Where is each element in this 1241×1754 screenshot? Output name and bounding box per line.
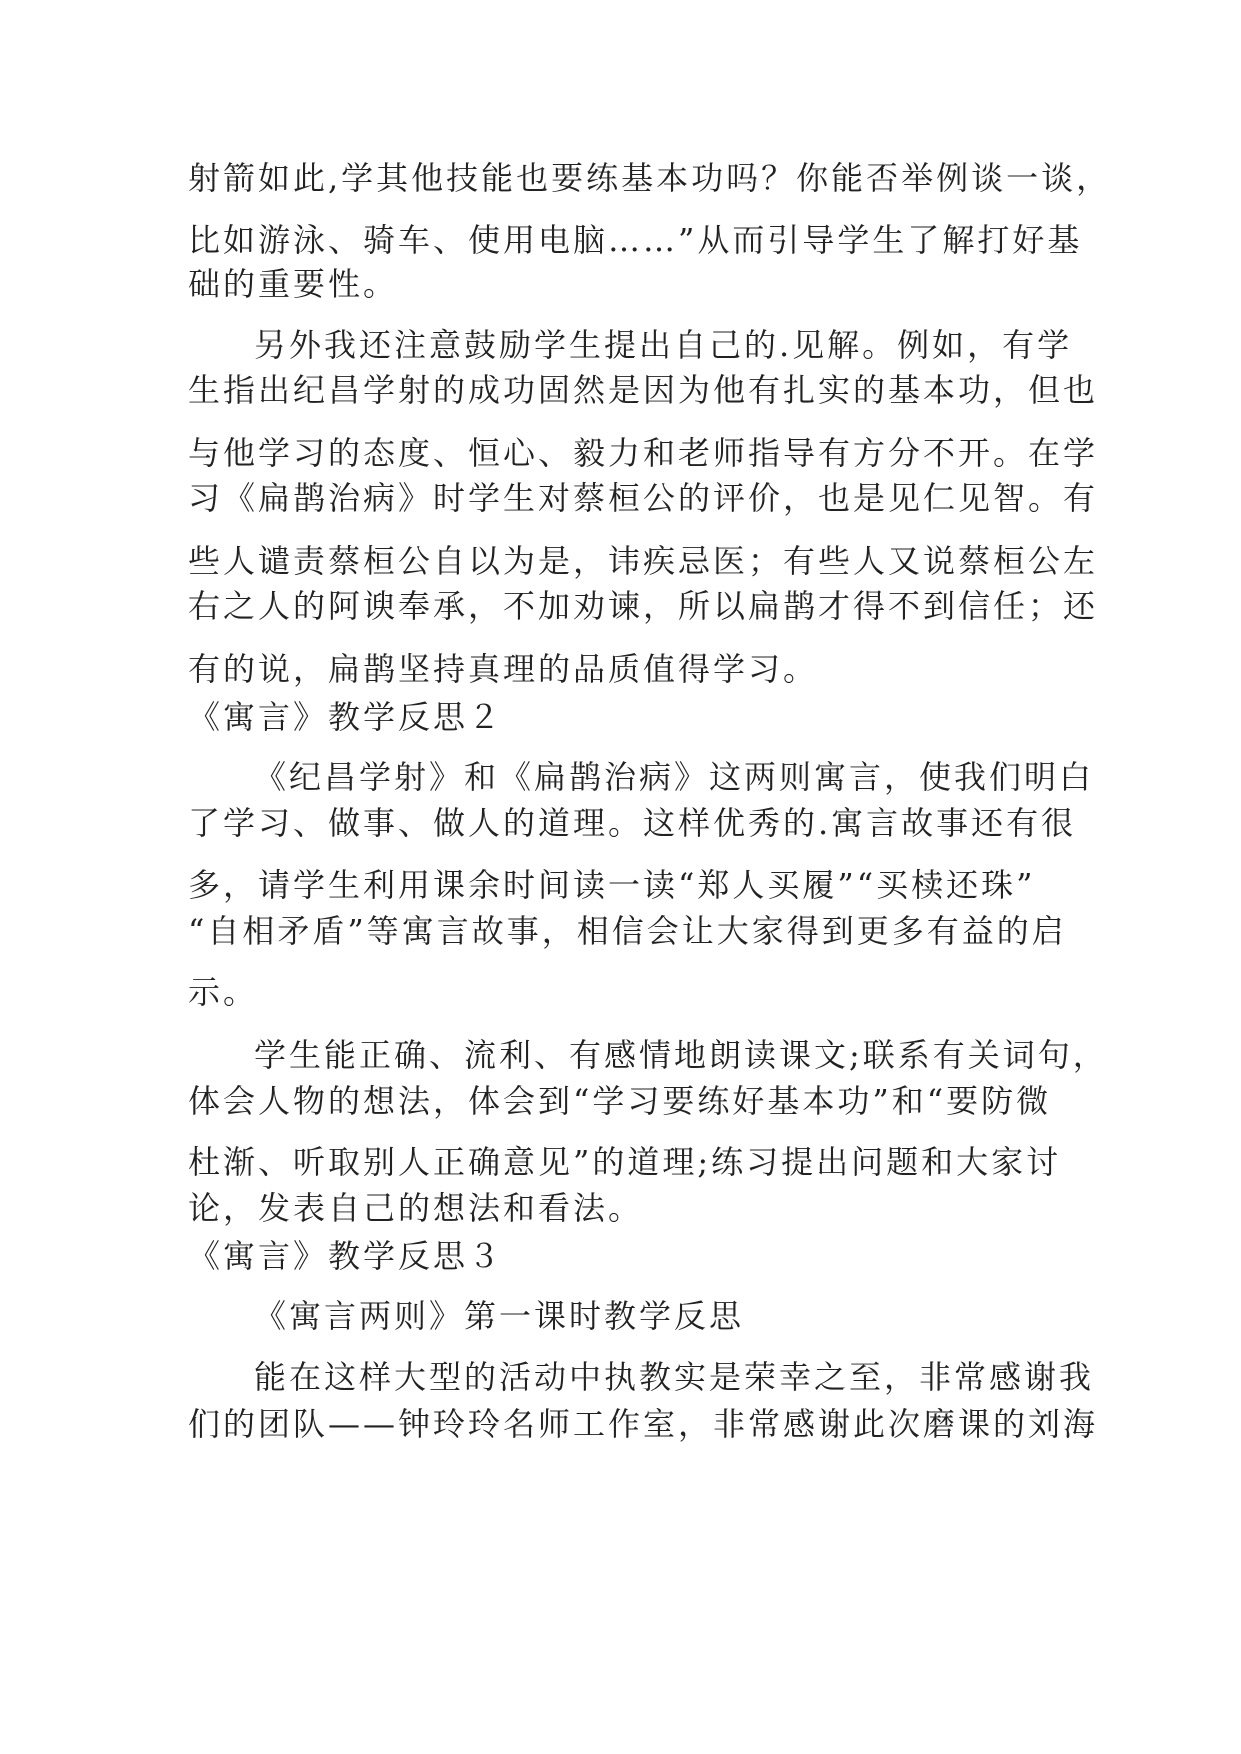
text-line: “自相矛盾”等寓言故事，相信会让大家得到更多有益的启: [188, 912, 1067, 950]
text-line: 示。: [188, 973, 259, 1011]
text-line: 了学习、做事、做人的道理。这样优秀的.寓言故事还有很: [188, 804, 1077, 842]
text-line: 另外我还注意鼓励学生提出自己的.见解。例如，有学: [254, 326, 1073, 364]
text-line: 《纪昌学射》和《扁鹊治病》这两则寓言，使我们明白: [254, 758, 1095, 796]
section-heading: 《寓言》教学反思３: [188, 1237, 504, 1275]
text-line: 比如游泳、骑车、使用电脑……”从而引导学生了解打好基: [188, 221, 1083, 259]
text-line: 多，请学生利用课余时间读一读“郑人买履”“买椟还珠”: [188, 866, 1036, 904]
text-line: 生指出纪昌学射的成功固然是因为他有扎实的基本功，但也: [188, 371, 1099, 409]
text-line: 射箭如此,学其他技能也要练基本功吗？你能否举例谈一谈，: [188, 159, 1112, 197]
text-line: 学生能正确、流利、有感情地朗读课文;联系有关词句，: [254, 1036, 1108, 1074]
text-line: 右之人的阿谀奉承，不加劝谏，所以扁鹊才得不到信任；还: [188, 587, 1099, 625]
section-heading: 《寓言》教学反思２: [188, 698, 504, 736]
text-line: 些人谴责蔡桓公自以为是，讳疾忌医；有些人又说蔡桓公左: [188, 542, 1099, 580]
text-line: 习《扁鹊治病》时学生对蔡桓公的评价，也是见仁见智。有: [188, 479, 1099, 517]
sub-heading: 《寓言两则》第一课时教学反思: [254, 1297, 745, 1335]
text-line: 杜渐、听取别人正确意见”的道理;练习提出问题和大家讨: [188, 1143, 1062, 1181]
text-line: 有的说，扁鹊坚持真理的品质值得学习。: [188, 650, 819, 688]
text-line: 体会人物的想法，体会到“学习要练好基本功”和“要防微: [188, 1082, 1052, 1120]
text-line: 与他学习的态度、恒心、毅力和老师指导有方分不开。在学: [188, 434, 1099, 472]
text-line: 们的团队——钟玲玲名师工作室，非常感谢此次磨课的刘海: [188, 1405, 1099, 1443]
text-line: 论，发表自己的想法和看法。: [188, 1189, 644, 1227]
text-line: 础的重要性。: [188, 265, 399, 303]
text-line: 能在这样大型的活动中执教实是荣幸之至，非常感谢我: [254, 1358, 1095, 1396]
